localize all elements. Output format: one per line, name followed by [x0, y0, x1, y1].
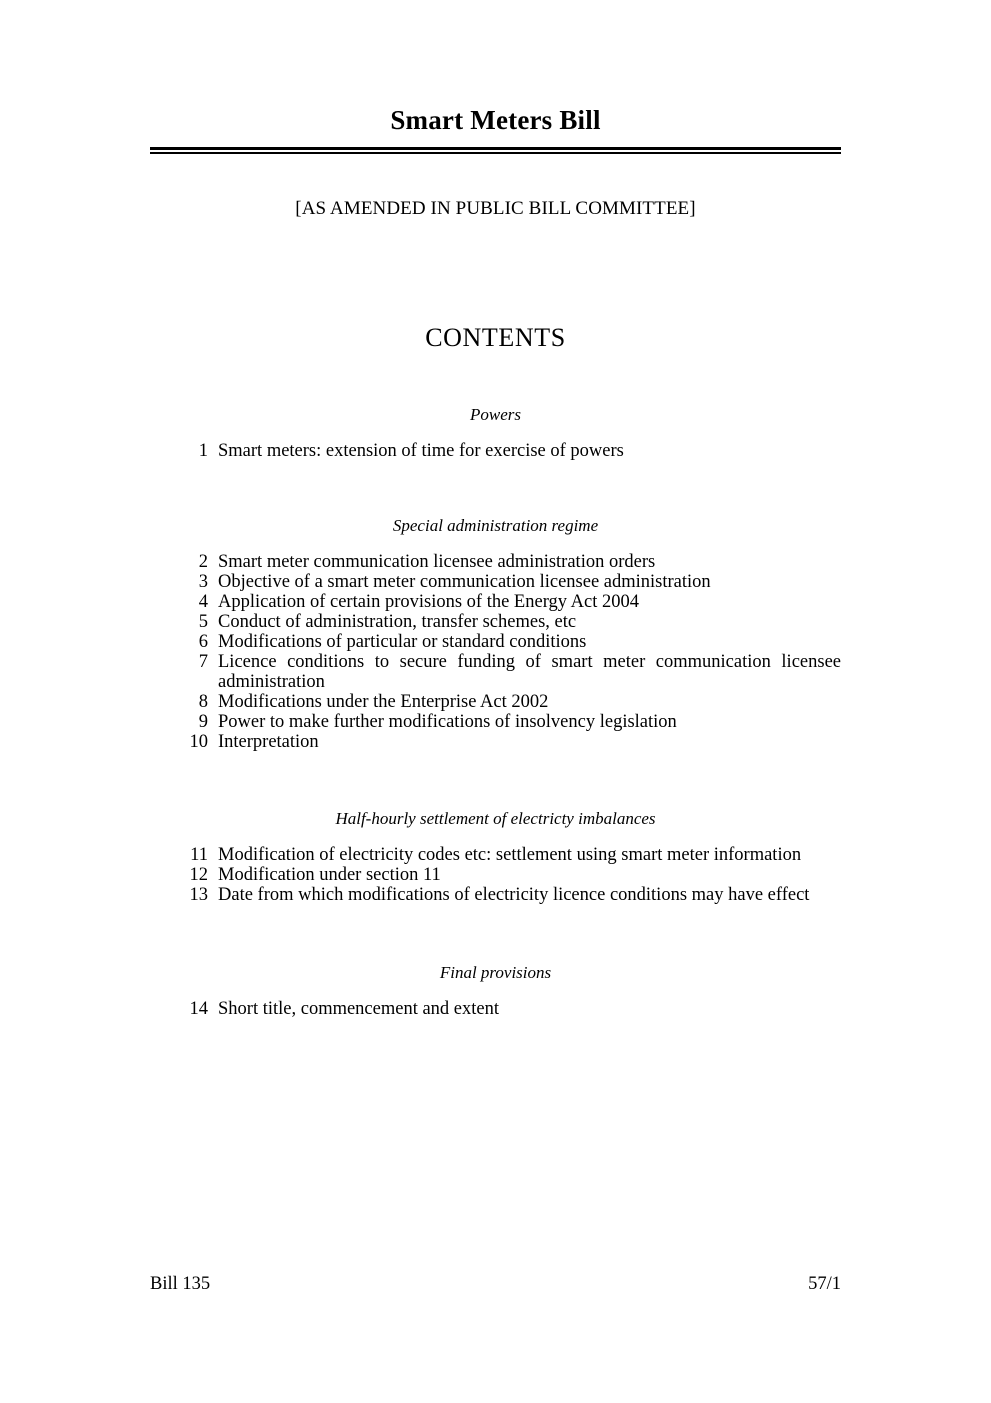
contents-entry[interactable]	[150, 692, 841, 712]
contents-entry[interactable]	[150, 885, 841, 905]
contents-entry[interactable]	[150, 572, 841, 592]
section-heading-powers: Powers	[470, 404, 521, 424]
entry-number: 2	[198, 551, 208, 572]
entry-list-final-provisions	[150, 983, 841, 1019]
entry-label: Smart meter communication licensee administration orders	[218, 551, 656, 572]
contents-entry[interactable]	[150, 652, 841, 692]
entry-number: 6	[198, 631, 208, 652]
contents-entry[interactable]	[150, 865, 841, 885]
section-heading-half-hourly-settlement: Half-hourly settlement of electricty imbalances	[335, 808, 656, 828]
entry-number: 11	[190, 844, 208, 865]
entry-list-half-hourly-settlement	[150, 829, 841, 905]
contents-heading: CONTENTS	[425, 322, 566, 352]
entry-number: 3	[198, 571, 208, 592]
contents-entry[interactable]	[150, 712, 841, 732]
entry-label: Date from which modifications of electricity licence conditions may have effect	[218, 884, 810, 905]
entry-label: Conduct of administration, transfer schemes, etc	[218, 611, 577, 632]
contents-entry[interactable]	[150, 552, 841, 572]
entry-label: Smart meters: extension of time for exercise of powers	[218, 440, 624, 461]
section-heading-special-administration-regime: Special administration regime	[392, 515, 599, 535]
entry-number: 9	[198, 711, 208, 732]
entry-list-powers	[150, 425, 841, 461]
entry-number: 1	[198, 440, 208, 461]
entry-label: Objective of a smart meter communication licensee administration	[218, 571, 711, 592]
contents-entry[interactable]	[150, 845, 841, 865]
page-reference: 57/1	[808, 1274, 841, 1294]
entry-list-special-administration-regime	[150, 536, 841, 752]
entry-number: 7	[198, 651, 208, 672]
entry-number: 5	[198, 611, 208, 632]
entry-label: Licence conditions to secure funding of smart meter communication licensee administration	[218, 651, 841, 692]
title-double-rule	[150, 147, 841, 154]
contents-entry[interactable]	[150, 441, 841, 461]
entry-label: Short title, commencement and extent	[218, 998, 500, 1019]
contents-entry[interactable]	[150, 592, 841, 612]
entry-label: Power to make further modifications of insolvency legislation	[218, 711, 677, 732]
page-footer	[150, 1274, 841, 1295]
entry-number: 14	[189, 998, 208, 1019]
entry-number: 13	[189, 884, 208, 905]
entry-label: Modifications under the Enterprise Act 2002	[218, 691, 549, 712]
entry-number: 10	[189, 731, 208, 752]
document-subtitle: [AS AMENDED IN PUBLIC BILL COMMITTEE]	[295, 197, 696, 219]
entry-label: Modification of electricity codes etc: settlement using smart meter information	[218, 844, 802, 865]
entry-label: Modification under section 11	[218, 864, 441, 885]
entry-label: Application of certain provisions of the Energy Act 2004	[218, 591, 639, 612]
contents-entry[interactable]	[150, 732, 841, 752]
content-column	[150, 0, 841, 1403]
contents-entry[interactable]	[150, 999, 841, 1019]
entry-number: 12	[189, 864, 208, 885]
contents-entry[interactable]	[150, 612, 841, 632]
page-title: Smart Meters Bill	[390, 105, 601, 135]
section-heading-final-provisions: Final provisions	[439, 962, 552, 982]
entry-number: 4	[198, 591, 208, 612]
entry-label: Interpretation	[218, 731, 319, 752]
entry-label: Modifications of particular or standard conditions	[218, 631, 587, 652]
entry-number: 8	[198, 691, 208, 712]
bill-number: Bill 135	[150, 1274, 211, 1294]
contents-entry[interactable]	[150, 632, 841, 652]
